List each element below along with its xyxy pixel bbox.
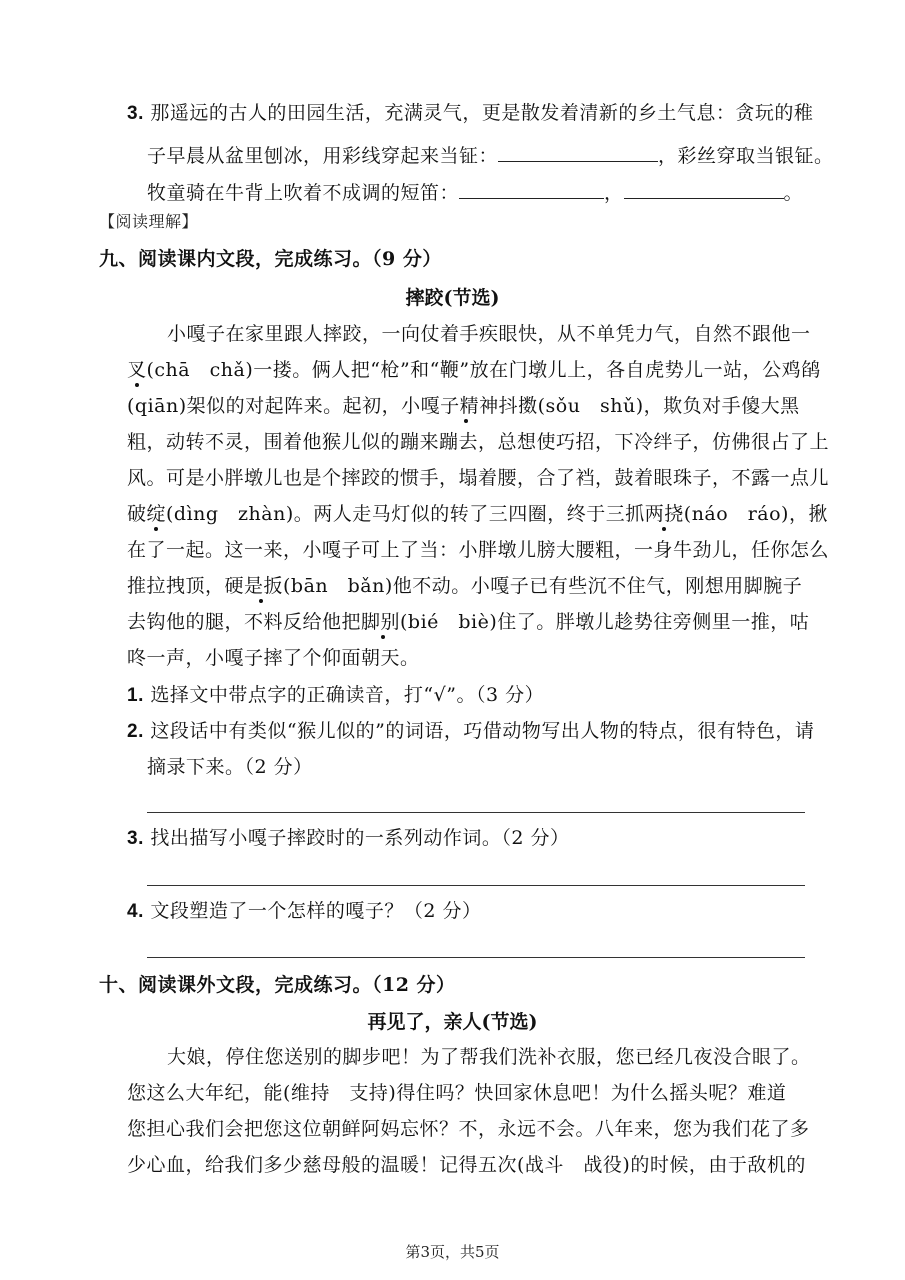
emphasis-dot <box>259 599 263 603</box>
q10-passage-line: 您担心我们会把您这位朝鲜阿妈忘怀？不，永远不会。八年来，您为我们花了多 <box>127 1118 810 1140</box>
q9-passage-line: 咚一声，小嘎子摔了个仰面朝天。 <box>127 647 420 669</box>
q9-sub2-line2: 摘录下来。（2 分） <box>147 756 313 778</box>
answer-blank-3[interactable] <box>624 180 784 199</box>
q8-item3-line3 <box>147 180 803 203</box>
q9-passage-line: 粗，动转不灵，围着他猴儿似的蹦来蹦去，总想使巧招，下冷绊子，仿佛很占了上 <box>127 431 830 453</box>
answer-blank-2[interactable] <box>459 180 604 199</box>
q10-passage-title: 再见了，亲人(节选) <box>367 1011 538 1033</box>
section-tag-reading: 【阅读理解】 <box>99 212 199 231</box>
q9-heading: 九、阅读课内文段，完成练习。（9 分） <box>99 248 442 270</box>
answer-line-q9-sub3[interactable] <box>147 885 805 886</box>
q9-sub1 <box>127 686 544 705</box>
q9-passage-line: 小嘎子在家里跟人摔跤，一向仗着手疾眼快，从不单凭力气，自然不跟他一 <box>167 323 811 345</box>
q9-passage-line: 风。可是小胖墩儿也是个摔跤的惯手，塌着腰，合了裆，鼓着眼珠子，不露一点儿 <box>127 467 830 489</box>
q10-passage-line: 少心血，给我们多少慈母般的温暖！记得五次(战斗 战役)的时候，由于敌机的 <box>127 1154 806 1176</box>
emphasis-dot <box>135 383 139 387</box>
q9-passage-line: 推拉拽顶，硬是扳(bān bǎn)他不动。小嘎子已有些沉不住气，刚想用脚腕子 <box>127 575 803 597</box>
q9-sub4 <box>127 902 482 921</box>
emphasis-dot <box>662 527 666 531</box>
emphasis-dot <box>464 419 468 423</box>
q8-item3-text-3a: 牧童骑在牛背上吹着不成调的短笛： <box>147 182 460 204</box>
q8-item3-text-3b: ， <box>604 182 624 204</box>
q8-item3-text-1: 那遥远的古人的田园生活，充满灵气，更是散发着清新的乡土气息：贪玩的稚 <box>150 102 814 124</box>
emphasis-dot <box>154 527 158 531</box>
q9-sub3-text: 找出描写小嘎子摔跤时的一系列动作词。（2 分） <box>150 827 570 849</box>
q8-item3-text-2a: 子早晨从盆里刨冰，用彩线穿起来当钲： <box>147 145 499 167</box>
emphasis-dot <box>381 635 385 639</box>
q10-passage-line: 您这么大年纪，能(维持 支持)得住吗？快回家休息吧！为什么摇头呢？难道 <box>127 1082 787 1104</box>
q9-passage-line: 去钩他的腿，不料反给他把脚别(bié biè)住了。胖墩儿趁势往旁侧里一推，咕 <box>127 611 810 633</box>
q9-sub4-text: 文段塑造了一个怎样的嘎子？（2 分） <box>150 900 482 922</box>
q9-passage-line: (qiān)架似的对起阵来。起初，小嘎子精神抖擞(sǒu shǔ)，欺负对手傻大黑 <box>127 395 800 417</box>
q8-item3-text-2b: ，彩丝穿取当银钲。 <box>658 145 834 167</box>
q9-sub2-line1 <box>127 722 814 741</box>
q9-sub2-text: 这段话中有类似“猴儿似的”的词语，巧借动物写出人物的特点，很有特色，请 <box>150 720 815 742</box>
q8-item3-text-3c: 。 <box>783 182 804 204</box>
page-number: 第3页，共5页 <box>405 1243 500 1261</box>
q9-sub2-number: 2. <box>127 721 144 742</box>
q9-passage-line: 破绽(dìng zhàn)。两人走马灯似的转了三四圈，终于三抓两挠(náo ráo)，揪 <box>127 503 828 525</box>
q9-passage-line: 在了一起。这一来，小嘎子可上了当：小胖墩儿膀大腰粗，一身牛劲儿，任你怎么 <box>127 539 830 561</box>
q9-sub4-number: 4. <box>127 901 144 922</box>
q10-heading: 十、阅读课外文段，完成练习。（12 分） <box>99 974 456 996</box>
q9-passage-line: 叉(chā chǎ)一搂。俩人把“枪”和“鞭”放在门墩儿上，各自虎势儿一站，公鸡鹐 <box>127 359 821 381</box>
q8-item3-line2 <box>147 143 834 166</box>
q9-passage-title: 摔跤(节选) <box>405 287 500 309</box>
q10-passage-line: 大娘，停住您送别的脚步吧！为了帮我们洗补衣服，您已经几夜没合眼了。 <box>167 1046 811 1068</box>
answer-line-q9-sub2[interactable] <box>147 812 805 813</box>
answer-blank-1[interactable] <box>498 143 658 162</box>
q8-item3-number: 3. <box>127 103 144 124</box>
q9-sub3-number: 3. <box>127 828 144 849</box>
q9-sub1-number: 1. <box>127 685 144 706</box>
q9-sub3 <box>127 829 570 848</box>
answer-line-q9-sub4[interactable] <box>147 957 805 958</box>
q8-item3-line1 <box>127 104 813 123</box>
q9-sub1-text: 选择文中带点字的正确读音，打“√”。（3 分） <box>150 684 545 706</box>
